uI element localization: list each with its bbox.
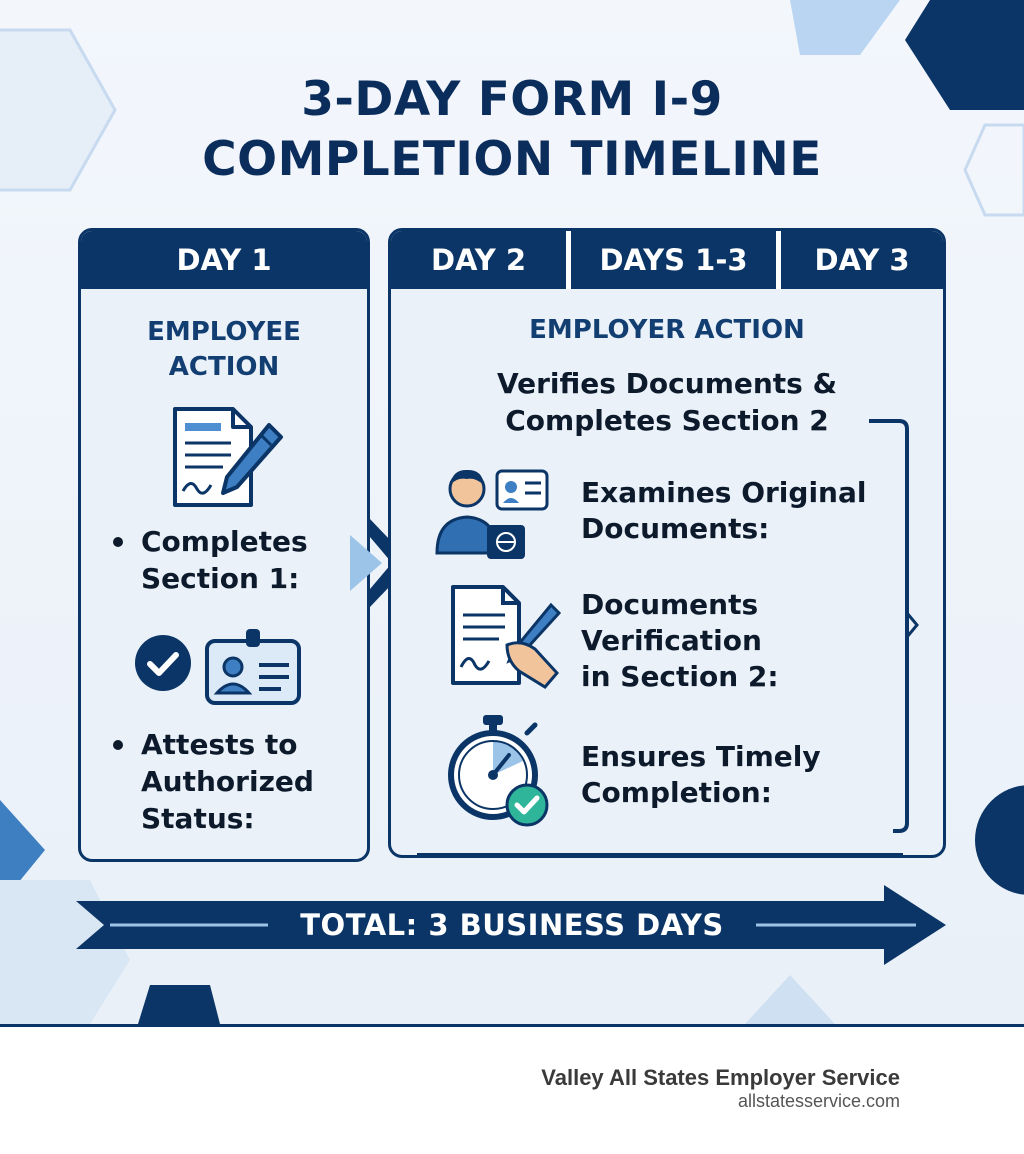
employer-action-panel — [388, 228, 946, 858]
subheading-line-1: Verifies Documents & — [496, 367, 838, 400]
employee-heading-line-2: ACTION — [168, 352, 280, 382]
footer-url: allstatesservice.com — [737, 1091, 900, 1111]
footer-company-name: Valley All States Employer Service — [541, 1065, 900, 1090]
step-ensures-completion — [581, 739, 821, 811]
person-id-icon — [435, 463, 551, 563]
document-pen-icon — [167, 405, 287, 509]
bullet-1-line-2: Section 1: — [141, 562, 300, 595]
title-line-1: 3-DAY FORM I-9 — [301, 72, 723, 127]
check-circle-icon — [133, 633, 193, 693]
employer-day-tabs — [391, 231, 943, 289]
tab-day-2: DAY 2 — [391, 231, 566, 289]
step-examines-documents — [581, 475, 866, 547]
step-2-line-2: Verification — [581, 624, 762, 657]
document-sign-icon — [447, 583, 567, 693]
timeline-bracket — [861, 413, 921, 843]
employee-action-heading — [81, 315, 367, 385]
step-2-line-3: in Section 2: — [581, 660, 779, 693]
subheading-line-2: Completes Section 2 — [505, 404, 829, 437]
step-documents-verification — [581, 587, 779, 695]
step-3-line-2: Completion: — [581, 776, 772, 809]
infographic-title — [0, 70, 1024, 190]
employee-heading-line-1: EMPLOYEE — [147, 317, 301, 347]
bullet-2-line-3: Status: — [141, 802, 255, 835]
step-1-line-2: Documents: — [581, 512, 770, 545]
total-business-days-label: TOTAL: 3 BUSINESS DAYS — [300, 908, 724, 942]
title-line-2: COMPLETION TIMELINE — [202, 132, 822, 187]
bullet-2-line-1: Attests to — [141, 728, 298, 761]
step-3-line-1: Ensures Timely — [581, 740, 821, 773]
bullet-2-line-2: Authorized — [141, 765, 314, 798]
stopwatch-check-icon — [445, 711, 555, 827]
employee-action-panel — [78, 228, 370, 862]
panel-bottom-rule — [417, 853, 903, 856]
bullet-1-line-1: Completes — [141, 525, 308, 558]
id-badge-icon — [203, 627, 303, 707]
bullet-attests-status — [111, 726, 314, 837]
tab-day-3: DAY 3 — [776, 231, 943, 289]
employer-action-heading: EMPLOYER ACTION — [529, 315, 805, 345]
tab-days-1-3: DAYS 1-3 — [566, 231, 776, 289]
step-2-line-1: Documents — [581, 588, 759, 621]
tab-day-1: DAY 1 — [81, 231, 367, 289]
step-1-line-1: Examines Original — [581, 476, 867, 509]
footer-divider — [0, 1024, 1024, 1027]
bullet-completes-section-1 — [111, 523, 308, 597]
